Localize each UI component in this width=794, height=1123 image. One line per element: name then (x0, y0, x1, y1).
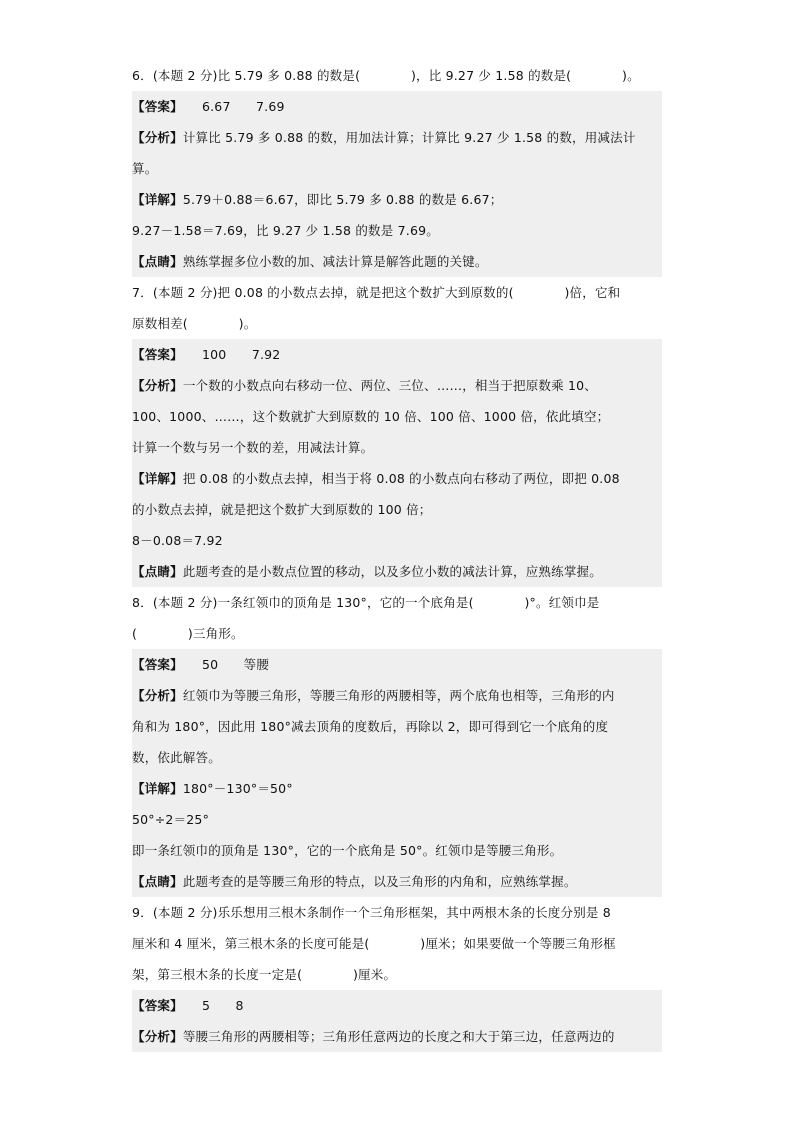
line-text: 180°－130°＝50° (182, 781, 293, 796)
solution-line (132, 835, 662, 866)
solution-line (132, 866, 662, 897)
solution-line (132, 339, 662, 370)
section-tag: 【答案】 (132, 347, 177, 362)
question-line (132, 618, 662, 649)
solution-line (132, 1021, 662, 1052)
question-line (132, 897, 662, 928)
section-tag: 【详解】 (132, 192, 183, 207)
line-text: 9．(本题 2 分)乐乐想用三根木条制作一个三角形框架，其中两根木条的长度分别是 8 (132, 905, 611, 920)
question-line (132, 60, 662, 91)
line-text: 7．(本题 2 分)把 0.08 的小数点去掉，就是把这个数扩大到原数的( )倍，它和 (132, 285, 621, 300)
solution-line (132, 215, 662, 246)
line-text: 厘米和 4 厘米，第三根木条的长度可能是( )厘米；如果要做一个等腰三角形框 (132, 936, 616, 951)
line-text: 熟练掌握多位小数的加、减法计算是解答此题的关键。 (182, 254, 488, 269)
line-text: 一个数的小数点向右移动一位、两位、三位、……，相当于把原数乘 10、 (182, 378, 597, 393)
question-line (132, 277, 662, 308)
solution-line (132, 494, 662, 525)
line-text: 50 等腰 (176, 657, 270, 672)
line-text: 红领巾为等腰三角形，等腰三角形的两腰相等，两个底角也相等，三角形的内 (182, 688, 615, 703)
question-line (132, 308, 662, 339)
section-tag: 【详解】 (132, 471, 183, 486)
line-text: 架，第三根木条的长度一定是( )厘米。 (132, 967, 397, 982)
solution-line (132, 153, 662, 184)
section-tag: 【答案】 (132, 657, 177, 672)
line-text: 6.67 7.69 (176, 99, 285, 114)
section-tag: 【详解】 (132, 781, 183, 796)
solution-line (132, 711, 662, 742)
solution-line (132, 122, 662, 153)
solution-line (132, 804, 662, 835)
solution-line (132, 91, 662, 122)
line-text: 100、1000、……，这个数就扩大到原数的 10 倍、100 倍、1000 倍，依此填空； (132, 409, 610, 424)
solution-line (132, 556, 662, 587)
solution-line (132, 432, 662, 463)
solution-line (132, 246, 662, 277)
document-page (132, 60, 662, 1052)
line-text: 8－0.08＝7.92 (132, 533, 223, 548)
question-line (132, 587, 662, 618)
line-text: 100 7.92 (176, 347, 281, 362)
solution-line (132, 525, 662, 556)
section-tag: 【答案】 (132, 99, 177, 114)
section-tag: 【分析】 (132, 378, 183, 393)
question-line (132, 959, 662, 990)
line-text: 5 8 (176, 998, 244, 1013)
line-text: 此题考查的是小数点位置的移动，以及多位小数的减法计算，应熟练掌握。 (182, 564, 602, 579)
line-text: 角和为 180°，因此用 180°减去顶角的度数后，再除以 2，即可得到它一个底角的度 (132, 719, 609, 734)
line-text: 计算比 5.79 多 0.88 的数，用加法计算；计算比 9.27 少 1.58 的数，用减法计 (182, 130, 636, 145)
line-text: 的小数点去掉，就是把这个数扩大到原数的 100 倍； (132, 502, 432, 517)
solution-line (132, 680, 662, 711)
solution-line (132, 649, 662, 680)
line-text: 算。 (132, 161, 158, 176)
section-tag: 【点睛】 (132, 564, 183, 579)
question-line (132, 928, 662, 959)
solution-line (132, 463, 662, 494)
line-text: 8．(本题 2 分)一条红领巾的顶角是 130°，它的一个底角是( )°。红领巾是 (132, 595, 600, 610)
section-tag: 【点睛】 (132, 254, 183, 269)
solution-line (132, 370, 662, 401)
line-text: 计算一个数与另一个数的差，用减法计算。 (132, 440, 374, 455)
solution-line (132, 184, 662, 215)
solution-line (132, 742, 662, 773)
line-text: 即一条红领巾的顶角是 130°，它的一个底角是 50°。红领巾是等腰三角形。 (132, 843, 563, 858)
solution-line (132, 773, 662, 804)
line-text: ( )三角形。 (132, 626, 244, 641)
section-tag: 【分析】 (132, 1029, 183, 1044)
section-tag: 【分析】 (132, 130, 183, 145)
line-text: 此题考查的是等腰三角形的特点，以及三角形的内角和，应熟练掌握。 (182, 874, 577, 889)
solution-line (132, 990, 662, 1021)
section-tag: 【点睛】 (132, 874, 183, 889)
solution-line (132, 401, 662, 432)
line-text: 数，依此解答。 (132, 750, 221, 765)
line-text: 50°÷2＝25° (132, 812, 210, 827)
line-text: 6．(本题 2 分)比 5.79 多 0.88 的数是( )，比 9.27 少 1.58 的数是( )。 (132, 68, 640, 83)
line-text: 原数相差( )。 (132, 316, 257, 331)
section-tag: 【答案】 (132, 998, 177, 1013)
line-text: 等腰三角形的两腰相等；三角形任意两边的长度之和大于第三边，任意两边的 (182, 1029, 615, 1044)
line-text: 把 0.08 的小数点去掉，相当于将 0.08 的小数点向右移动了两位，即把 0.08 (182, 471, 620, 486)
line-text: 9.27－1.58＝7.69，比 9.27 少 1.58 的数是 7.69。 (132, 223, 439, 238)
line-text: 5.79＋0.88＝6.67，即比 5.79 多 0.88 的数是 6.67； (182, 192, 503, 207)
section-tag: 【分析】 (132, 688, 183, 703)
